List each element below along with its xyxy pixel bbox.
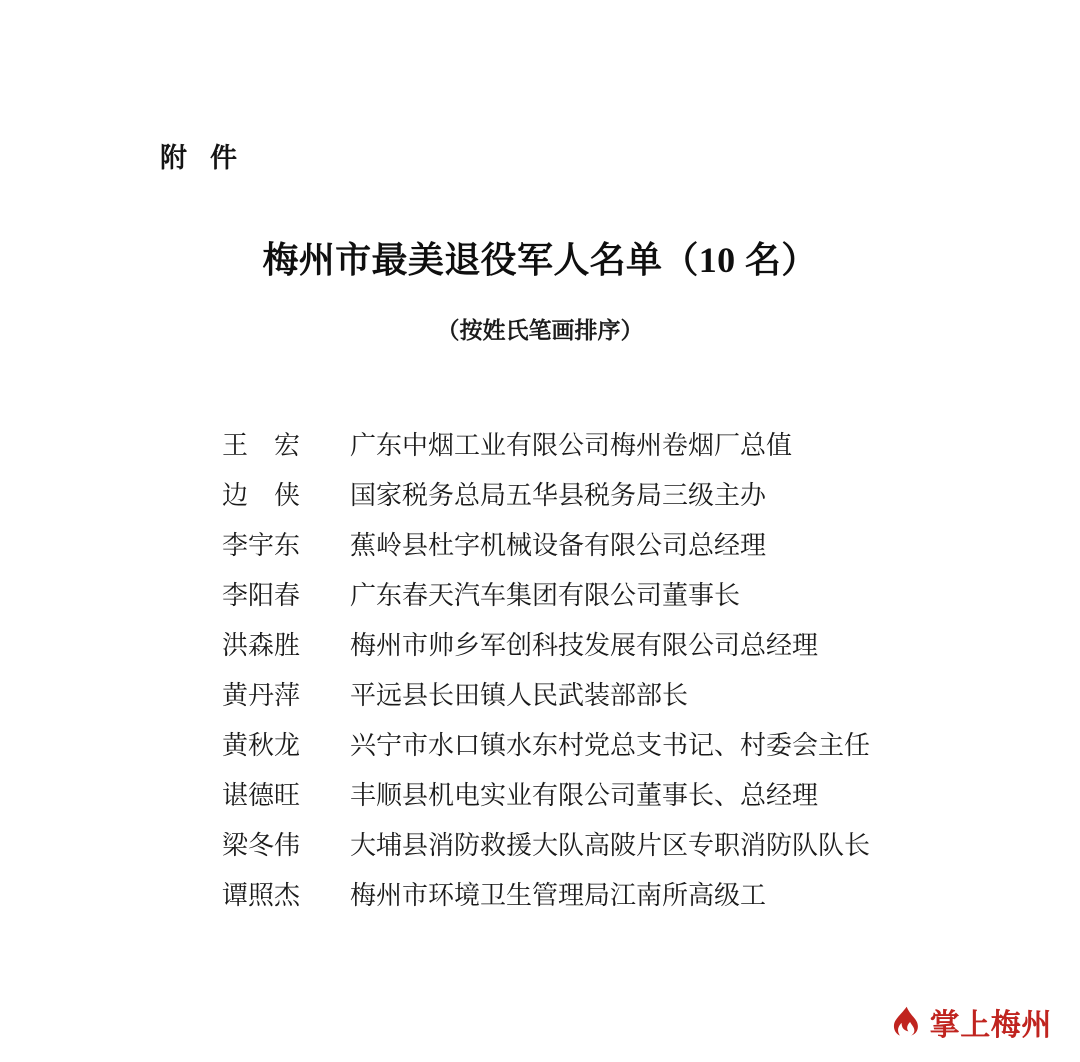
watermark-text: 掌上梅州: [929, 1009, 1052, 1042]
person-title: 国家税务总局五华县税务局三级主办: [350, 481, 767, 510]
list-item: [222, 425, 962, 475]
list-item: [222, 525, 962, 575]
person-title: 广东春天汽车集团有限公司董事长: [350, 581, 741, 610]
list-item: [222, 875, 962, 925]
list-item: [222, 725, 962, 775]
person-title: 丰顺县机电实业有限公司董事长、总经理: [350, 781, 819, 810]
person-name: 黄秋龙: [222, 731, 301, 760]
list-item: [222, 825, 962, 875]
person-name: 谌德旺: [222, 781, 301, 810]
person-title: 平远县长田镇人民武装部部长: [350, 681, 689, 710]
person-name: 李阳春: [222, 581, 301, 610]
person-title: 广东中烟工业有限公司梅州卷烟厂总值: [350, 431, 793, 460]
person-name: 洪森胜: [222, 631, 301, 660]
person-title: 梅州市帅乡军创科技发展有限公司总经理: [350, 631, 819, 660]
watermark: [888, 1000, 1052, 1044]
page-title: 梅州市最美退役军人名单（10 名）: [262, 240, 818, 280]
person-name: 梁冬伟: [222, 831, 301, 860]
attachment-label: 附 件: [160, 143, 246, 173]
person-title: 兴宁市水口镇水东村党总支书记、村委会主任: [350, 731, 871, 760]
person-title: 梅州市环境卫生管理局江南所高级工: [350, 881, 767, 910]
list-item: [222, 625, 962, 675]
list-item: [222, 475, 962, 525]
person-name: 谭照杰: [222, 881, 301, 910]
person-title: 蕉岭县杜字机械设备有限公司总经理: [350, 531, 767, 560]
list-item: [222, 575, 962, 625]
list-item: [222, 775, 962, 825]
person-name: 黄丹萍: [222, 681, 301, 710]
list-item: [222, 675, 962, 725]
person-name: 李宇东: [222, 531, 301, 560]
person-name: 王 宏: [222, 431, 301, 460]
page-subtitle: （按姓氏笔画排序）: [436, 318, 644, 343]
person-name: 边 侠: [222, 481, 301, 510]
person-title: 大埔县消防救援大队高陂片区专职消防队队长: [350, 831, 871, 860]
flame-logo-icon: [888, 1005, 922, 1039]
name-list: [222, 425, 962, 925]
